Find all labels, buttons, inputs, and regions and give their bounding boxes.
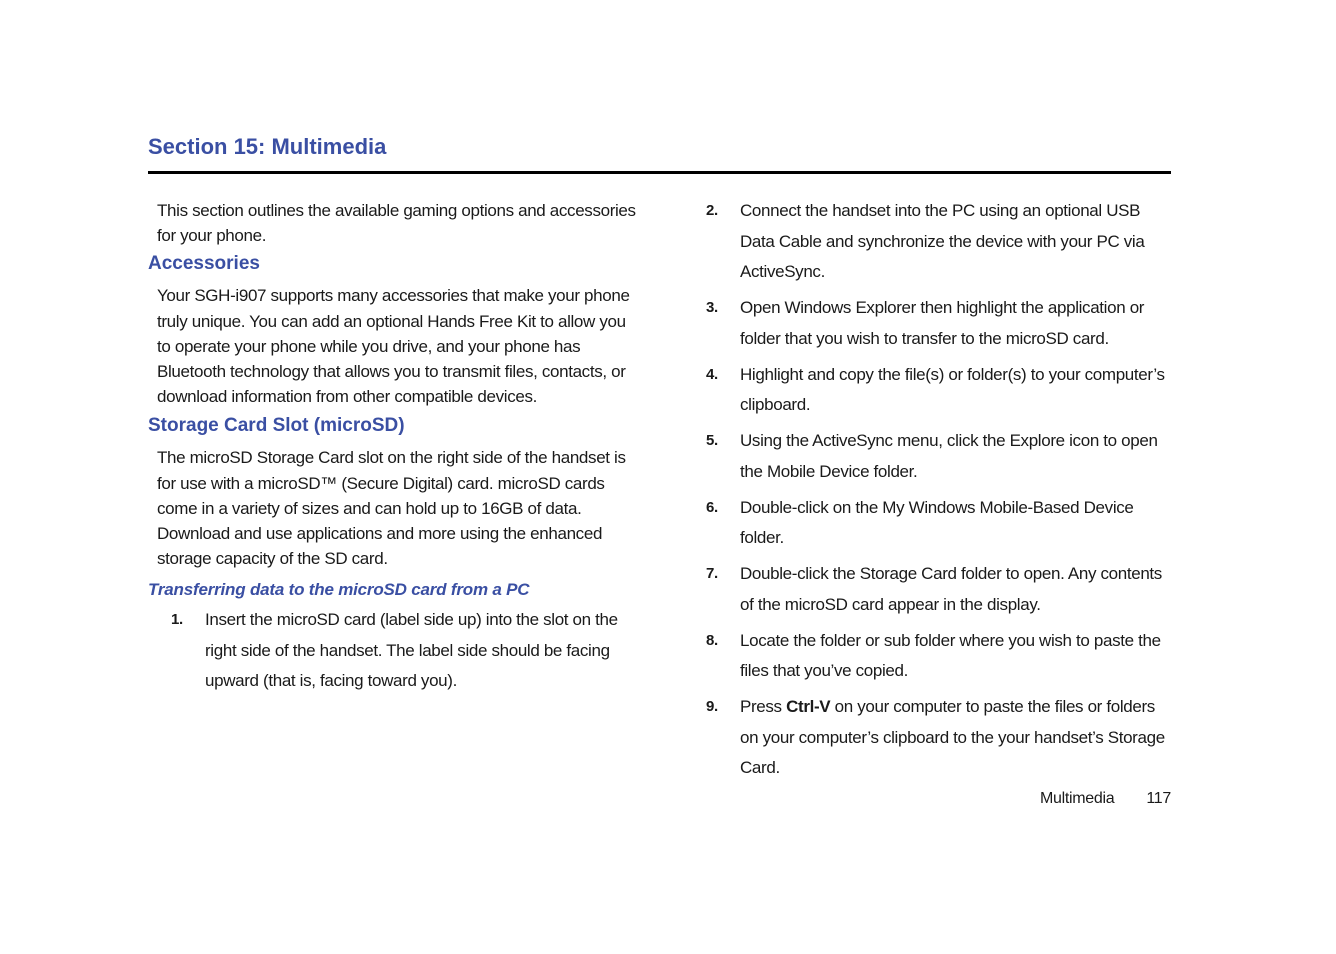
title-rule <box>148 171 1171 174</box>
step-item <box>148 605 638 697</box>
step-number: 7. <box>706 565 718 582</box>
step-text <box>740 692 1176 784</box>
step-number: 1. <box>171 611 183 629</box>
step-item <box>706 493 1176 554</box>
step-number: 2. <box>706 202 718 219</box>
step-text: Double-click on the My Windows Mobile-Based Device folder. <box>740 497 1134 547</box>
step-item <box>706 360 1176 421</box>
step-item <box>706 692 1176 784</box>
section-title: Section 15: Multimedia <box>148 134 387 159</box>
step-item <box>706 196 1176 288</box>
accessories-paragraph: Your SGH-i907 supports many accessories that make your phone truly unique. You can add an optional Hands Free Kit to allow you to operate your phone while you drive, and your phone has Bluetooth technology that allows you to transmit files, contacts, or download information from other compatible devices. <box>157 286 630 407</box>
footer-label: Multimedia <box>1040 790 1115 807</box>
step-item <box>706 626 1176 687</box>
step-text: Using the ActiveSync menu, click the Explore icon to open the Mobile Device folder. <box>740 431 1158 481</box>
accessories-heading: Accessories <box>148 253 260 275</box>
left-column <box>148 196 648 697</box>
step-number: 3. <box>706 299 718 316</box>
page-number: 117 <box>1146 790 1171 807</box>
step-number: 9. <box>706 698 718 715</box>
step-item <box>706 426 1176 487</box>
page-footer <box>1040 790 1171 808</box>
step-number: 4. <box>706 365 718 383</box>
step-number: 5. <box>706 432 718 449</box>
steps-list-right <box>706 196 1176 784</box>
step-number: 6. <box>706 498 718 516</box>
step-number: 8. <box>706 631 718 649</box>
step-text: Locate the folder or sub folder where you wish to paste the files that you’ve copied. <box>740 630 1161 680</box>
transfer-heading: Transferring data to the microSD card from a PC <box>148 580 530 600</box>
step-item <box>706 293 1176 354</box>
step-text: Open Windows Explorer then highlight the application or folder that you wish to transfer to the microSD card. <box>740 298 1145 348</box>
step-text-post: on your computer to paste the files or folders on your computer’s clipboard to the your handset’s Storage Card. <box>740 697 1165 777</box>
right-column <box>706 196 1176 789</box>
step-text-pre: Press <box>740 697 787 716</box>
step-text: Double-click the Storage Card folder to open. Any contents of the microSD card appear in the display. <box>740 564 1162 614</box>
step-text: Connect the handset into the PC using an optional USB Data Cable and synchronize the device with your PC via ActiveSync. <box>740 201 1145 281</box>
steps-list-left <box>148 605 638 697</box>
storage-paragraph: The microSD Storage Card slot on the right side of the handset is for use with a microSD™ (Secure Digital) card. microSD cards come in a variety of sizes and can hold up to 16GB of data. Download and use applications and more using the enhanced storage capacity of the SD card. <box>157 448 626 569</box>
step-item <box>706 559 1176 620</box>
step-text: Insert the microSD card (label side up) into the slot on the right side of the handset. The label side should be facing upward (that is, facing toward you). <box>205 610 618 691</box>
keyboard-shortcut: Ctrl-V <box>786 697 831 716</box>
intro-paragraph: This section outlines the available gaming options and accessories for your phone. <box>157 201 636 246</box>
step-text: Highlight and copy the file(s) or folder(s) to your computer’s clipboard. <box>740 364 1165 414</box>
storage-heading: Storage Card Slot (microSD) <box>148 415 405 437</box>
